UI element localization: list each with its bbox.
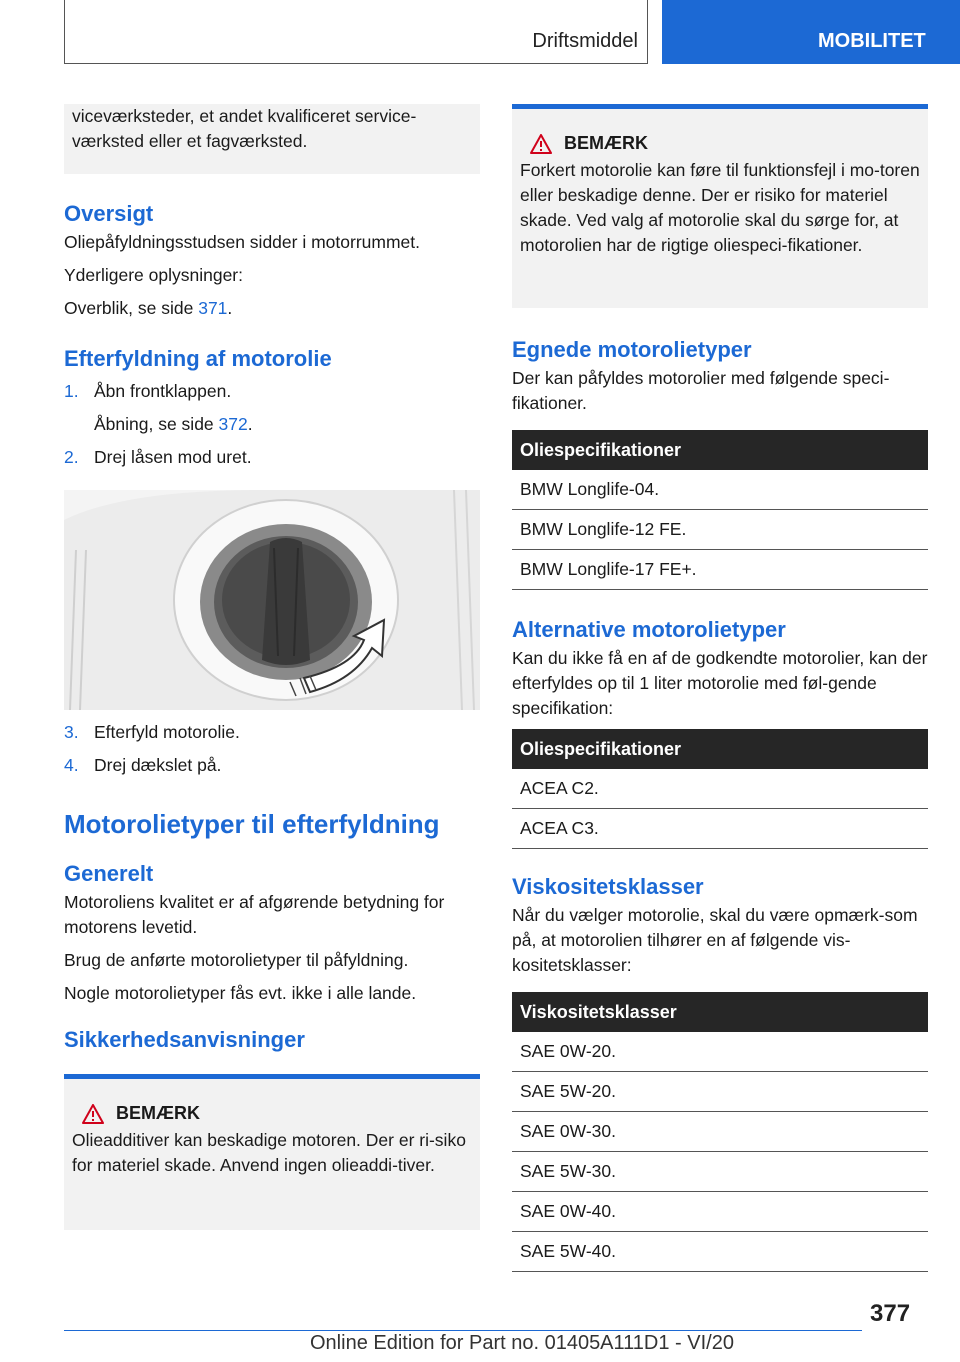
refill-steps — [64, 379, 480, 470]
ref-text: Overblik, se side — [64, 298, 199, 318]
step-text: Efterfyld motorolie. — [94, 722, 240, 742]
table-cell: BMW Longlife-12 FE. — [512, 510, 928, 550]
ref-end: . — [247, 414, 253, 434]
viscosity-heading: Viskositetsklasser — [512, 874, 704, 899]
types-p2: Brug de anførte motorolietyper til påfyldning. — [64, 950, 409, 970]
intro-box — [64, 104, 480, 174]
warning-icon — [530, 134, 552, 154]
note-text: Olieadditiver kan beskadige motoren. Der er ri-siko for materiel skade. Anvend ingen olieaddi-tiver. — [72, 1130, 466, 1175]
refill-heading: Efterfyldning af motorolie — [64, 346, 332, 371]
oversigt-p1: Oliepåfyldningsstudsen sidder i motorrummet. — [64, 232, 420, 252]
table-cell: SAE 0W-40. — [512, 1192, 928, 1232]
note-box-left — [64, 1074, 480, 1230]
section-title: Driftsmiddel — [532, 30, 638, 52]
oil-cap-drawing — [64, 490, 480, 710]
safety-heading: Sikkerhedsanvisninger — [64, 1027, 305, 1052]
alternative-text: Kan du ikke få en af de godkendte motorolier, kan der efterfyldes op til 1 liter motorolie med føl-gende specifikation: — [512, 648, 928, 718]
table-cell: SAE 0W-20. — [512, 1032, 928, 1072]
viscosity-text: Når du vælger motorolie, skal du være opmærk-som på, at motorolien tilhører en af følgende vis-kositetsklasser: — [512, 905, 918, 975]
alternative-table — [512, 729, 928, 849]
note-title-text: BEMÆRK — [564, 133, 648, 153]
table-header: Oliespecifikationer — [512, 729, 928, 769]
intro-text: viceværksteder, et andet kvalificeret service-værksted eller et fagværksted. — [72, 106, 417, 151]
ref-text: Åbning, se side — [94, 414, 219, 434]
table-cell: SAE 5W-30. — [512, 1152, 928, 1192]
suitable-text: Der kan påfyldes motorolier med følgende speci-fikationer. — [512, 368, 890, 413]
table-header: Viskositetsklasser — [512, 992, 928, 1032]
step-number: 3. — [64, 722, 79, 742]
oversigt-heading: Oversigt — [64, 201, 154, 226]
suitable-table — [512, 430, 928, 590]
table-cell: SAE 0W-30. — [512, 1112, 928, 1152]
footer-divider — [64, 1330, 862, 1331]
note-box-right — [512, 104, 928, 308]
table-row — [512, 470, 928, 510]
warning-icon — [82, 1104, 104, 1124]
page-link-372[interactable]: 372 — [218, 414, 248, 434]
oversigt-p2: Yderligere oplysninger: — [64, 265, 243, 285]
ref-end: . — [227, 298, 233, 318]
edition-text: Online Edition for Part no. 01405A111D1 - VI/20 — [310, 1332, 734, 1354]
types-p3: Nogle motorolietyper fås evt. ikke i alle lande. — [64, 983, 417, 1003]
oil-cap-illustration — [64, 490, 480, 710]
chapter-tab[interactable]: MOBILITET — [662, 0, 960, 64]
page-link-371[interactable]: 371 — [198, 298, 228, 318]
right-column — [512, 104, 928, 1272]
table-row — [512, 1232, 928, 1272]
step-number: 1. — [64, 381, 79, 401]
oversigt-ref — [64, 296, 480, 321]
table-row — [512, 809, 928, 849]
note-title-text: BEMÆRK — [116, 1103, 200, 1123]
step-text: Drej dækslet på. — [94, 755, 222, 775]
table-row — [512, 1032, 928, 1072]
table-row — [512, 769, 928, 809]
table-row — [512, 1112, 928, 1152]
step-number: 4. — [64, 755, 79, 775]
types-p1: Motoroliens kvalitet er af afgørende betydning for motorens levetid. — [64, 892, 445, 937]
table-cell: SAE 5W-40. — [512, 1232, 928, 1272]
alternative-heading: Alternative motorolietyper — [512, 617, 786, 642]
viscosity-table — [512, 992, 928, 1272]
step-text: Åbn frontklappen. — [94, 381, 232, 401]
table-cell: ACEA C3. — [512, 809, 928, 849]
table-row — [512, 1072, 928, 1112]
step-number: 2. — [64, 447, 79, 467]
table-cell: BMW Longlife-04. — [512, 470, 928, 510]
note-text: Forkert motorolie kan føre til funktionsfejl i mo-toren eller beskadige denne. Der er risiko for materiel skade. Ved valg af motorolie skal du sørge for, at motorolien har de rigtige oliespeci-fikationer. — [520, 160, 920, 255]
table-cell: ACEA C2. — [512, 769, 928, 809]
table-cell: SAE 5W-20. — [512, 1072, 928, 1112]
refill-steps-2 — [64, 720, 480, 778]
table-cell: BMW Longlife-17 FE+. — [512, 550, 928, 590]
types-heading: Motorolietyper til efterfyldning — [64, 809, 440, 839]
table-header: Oliespecifikationer — [512, 430, 928, 470]
step-number — [64, 412, 94, 437]
table-row — [512, 510, 928, 550]
left-column — [64, 104, 480, 1230]
table-row — [512, 1192, 928, 1232]
suitable-heading: Egnede motorolietyper — [512, 337, 752, 362]
note-title — [520, 133, 920, 154]
table-row — [512, 550, 928, 590]
page-number: 377 — [870, 1300, 911, 1327]
table-row — [512, 1152, 928, 1192]
note-title — [72, 1103, 472, 1124]
generelt-heading: Generelt — [64, 861, 154, 886]
step-ref — [94, 412, 480, 437]
step-text: Drej låsen mod uret. — [94, 447, 252, 467]
